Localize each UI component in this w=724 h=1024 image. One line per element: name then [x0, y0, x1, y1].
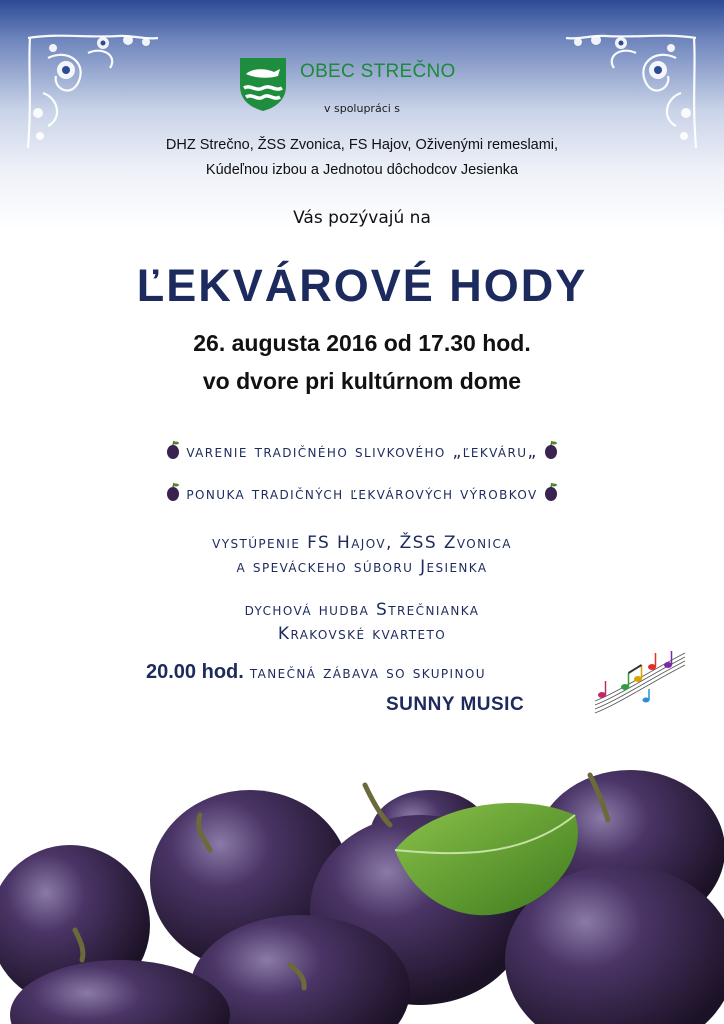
organizer-name: OBEC STREČNO	[300, 61, 456, 82]
cooperation-label: v spolupráci s	[323, 102, 401, 115]
program-item-products	[0, 482, 724, 504]
event-place: vo dvore pri kultúrnom dome	[202, 368, 522, 394]
invitation-text: Vás pozývajú na	[293, 208, 431, 228]
band-name: SUNNY MUSIC	[386, 694, 525, 715]
dance-party-line	[146, 661, 486, 684]
plums-photo	[0, 740, 724, 1024]
program-item-label: ponuka tradičných ľekvárových výrobkov	[186, 484, 538, 504]
program-item-label: varenie tradičného slivkového „ľekváru„	[186, 442, 538, 462]
event-date-time: 26. augusta 2016 od 17.30 hod.	[193, 330, 531, 356]
partners-line-1: DHZ Strečno, ŽSS Zvonica, FS Hajov, Oživenými remeslami,	[165, 137, 559, 153]
plum-icon	[544, 482, 558, 502]
program-item-music-line-1: dychová hudba Strečnianka	[244, 600, 480, 620]
partners-line-2: Kúdeľnou izbou a Jednotou dôchodcov Jesienka	[205, 162, 519, 178]
plum-icon	[166, 482, 180, 502]
music-notes-icon	[590, 645, 690, 715]
program-item-performance-line-2: a speváckeho súboru Jesienka	[236, 557, 488, 577]
program-item-cooking	[0, 440, 724, 462]
plum-icon	[544, 440, 558, 460]
program-item-performance-line-1: vystúpenie FS Hajov, ŽSS Zvonica	[212, 533, 512, 553]
dance-text: tanečná zábava so skupinou	[249, 663, 486, 683]
plum-icon	[166, 440, 180, 460]
program-item-music-line-2: Krakovské kvarteto	[277, 624, 447, 644]
event-title: ĽEKVÁROVÉ HODY	[136, 260, 588, 311]
dance-time: 20.00 hod.	[146, 661, 244, 683]
